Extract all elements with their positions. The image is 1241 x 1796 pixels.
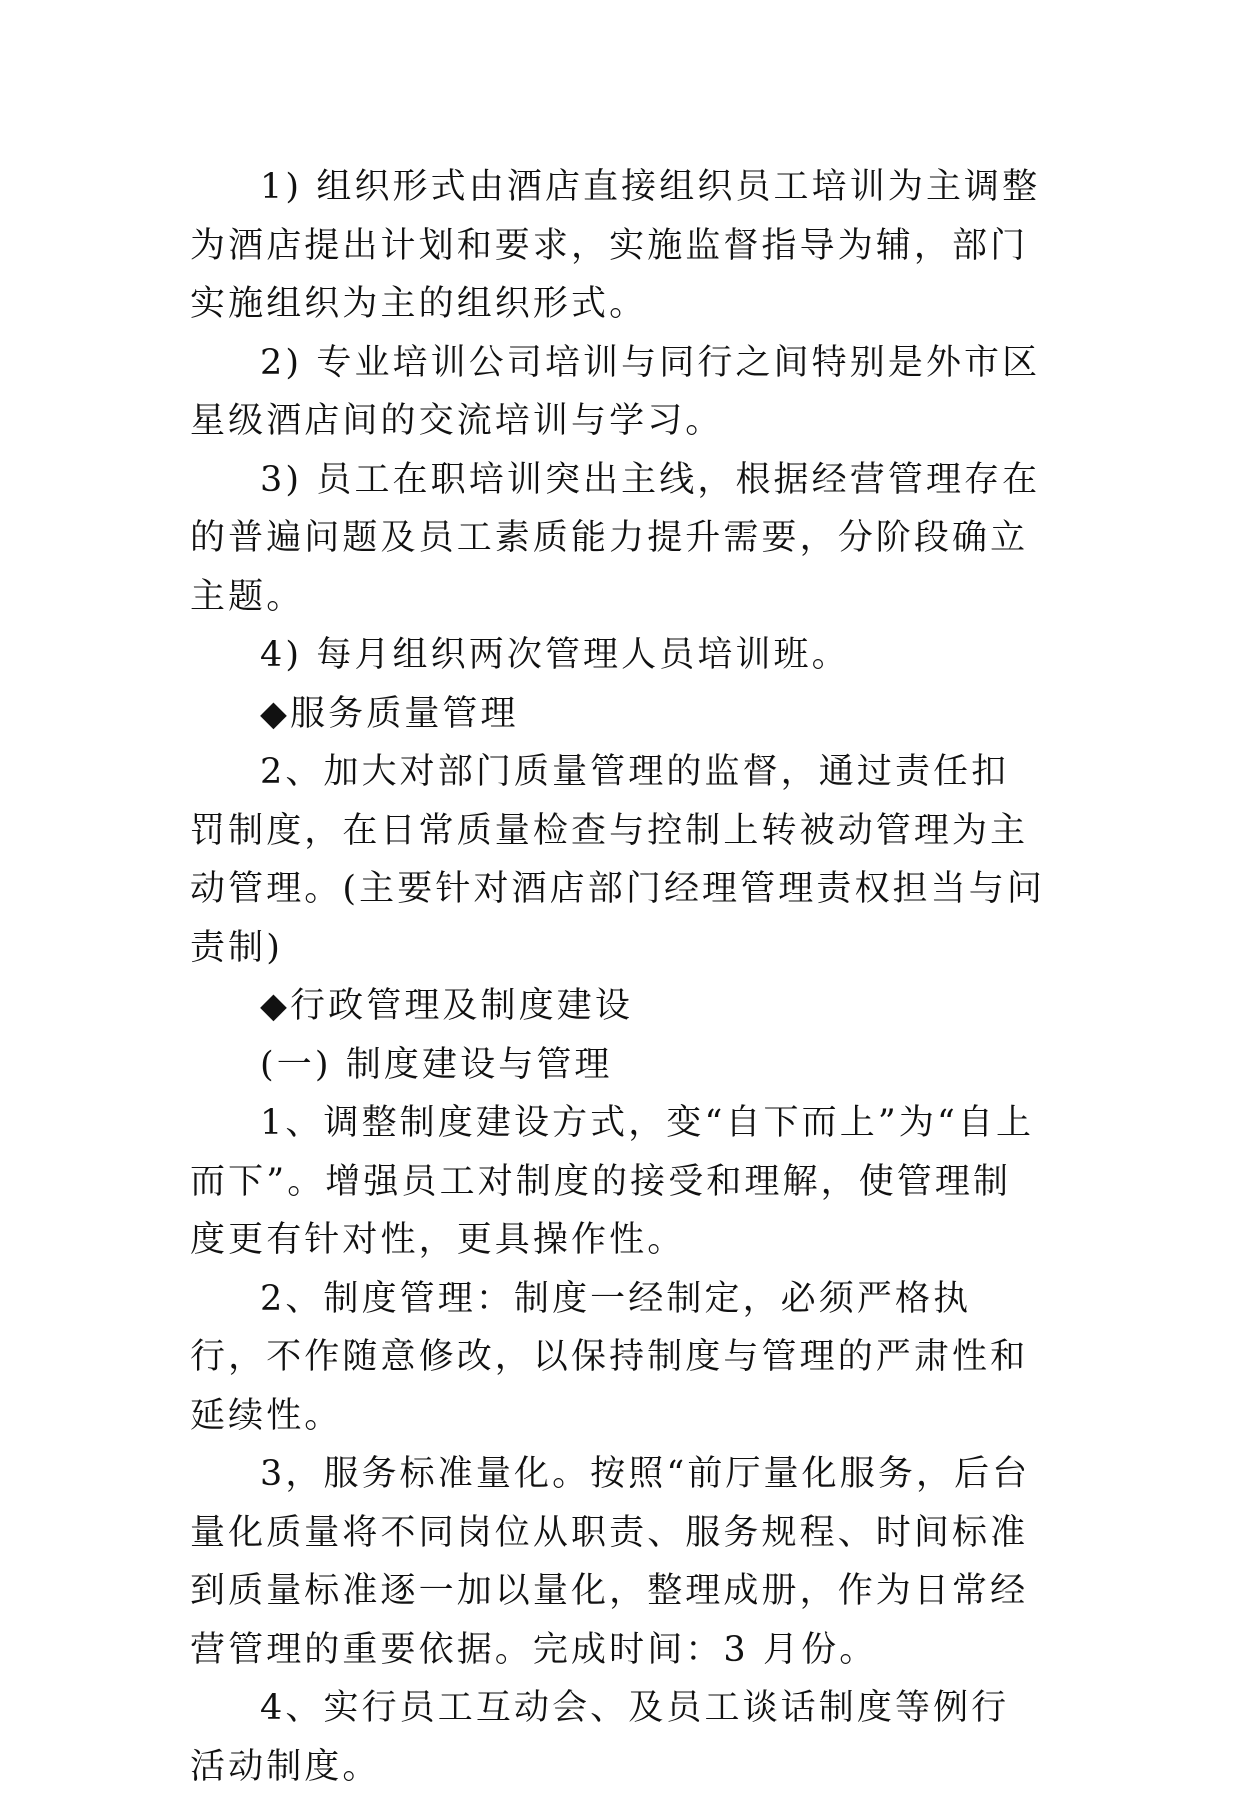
paragraph-training-organization: 1) 组织形式由酒店直接组织员工培训为主调整为酒店提出计划和要求，实施监督指导为辅，部门实施组织为主的组织形式。 <box>190 167 1041 324</box>
section-heading-administration: ◆行政管理及制度建设 <box>260 986 633 1026</box>
section-heading-service-quality: ◆服务质量管理 <box>260 693 519 734</box>
paragraph-system-adjustment: 1、调整制度建设方式，变“自下而上”为“自上而下”。增强员工对制度的接受和理解，使管理制度更有针对性，更具操作性。 <box>190 1103 1035 1260</box>
paragraph-quality-supervision: 2、加大对部门质量管理的监督，通过责任扣罚制度，在日常质量检查与控制上转被动管理为主动管理。(主要针对酒店部门经理管理责权担当与问责制) <box>190 752 1045 968</box>
subheading-system-construction: (一) 制度建设与管理 <box>260 1044 613 1085</box>
paragraph-onsite-training: 3) 员工在职培训突出主线，根据经营管理存在的普遍问题及员工素质能力提升需要，分阶段确立主题。 <box>190 459 1041 617</box>
paragraph-professional-training: 2) 专业培训公司培训与同行之间特别是外市区星级酒店间的交流培训与学习。 <box>190 342 1041 441</box>
document-body <box>190 158 1045 1796</box>
paragraph-management-class: 4) 每月组织两次管理人员培训班。 <box>260 635 850 675</box>
paragraph-service-standards: 3，服务标准量化。按照“前厅量化服务，后台量化质量将不同岗位从职责、服务规程、时间标准到质量标准逐一加以量化，整理成册，作为日常经营管理的重要依据。完成时间：3 月份。 <box>190 1454 1031 1670</box>
paragraph-system-management: 2、制度管理：制度一经制定，必须严格执行，不作随意修改，以保持制度与管理的严肃性和延续性。 <box>190 1278 1029 1436</box>
paragraph-interaction-system: 4、实行员工互动会、及员工谈话制度等例行活动制度。 <box>190 1688 1010 1787</box>
